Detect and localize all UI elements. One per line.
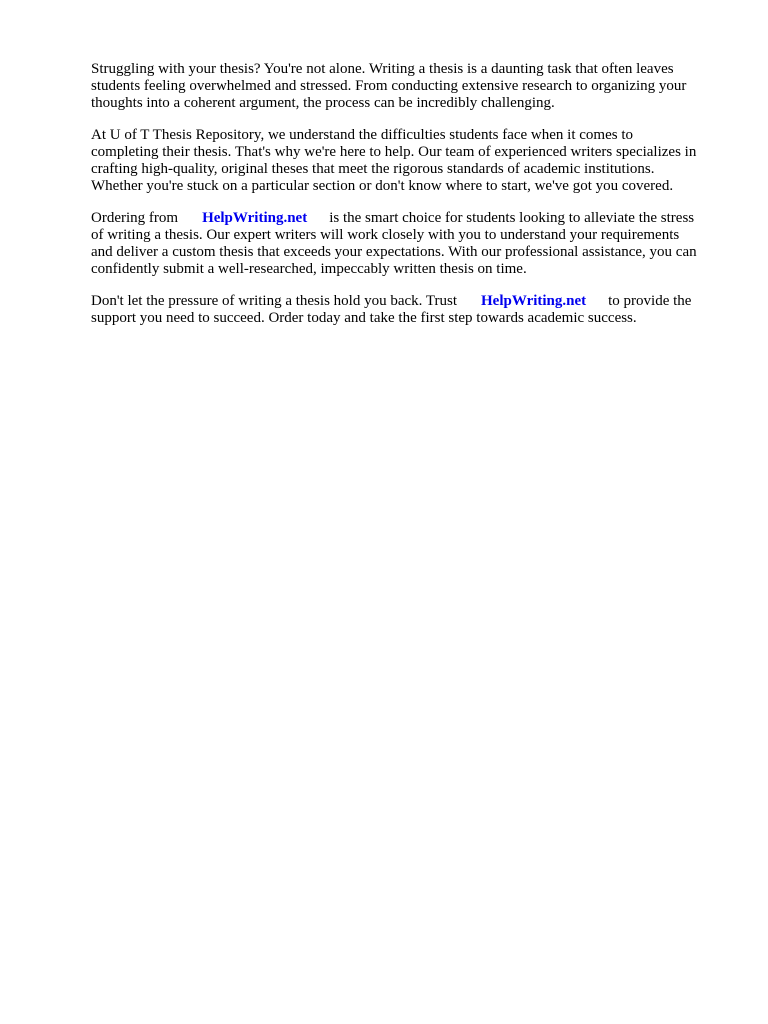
helpwriting-link[interactable]: HelpWriting.net [202, 210, 308, 226]
closing-paragraph [91, 293, 731, 327]
paragraph-line: thoughts into a coherent argument, the process can be incredibly challenging. [91, 95, 555, 111]
paragraph-line: of writing a thesis. Our expert writers will work closely with you to understand your requirements [91, 227, 680, 243]
ordering-paragraph [91, 210, 731, 278]
paragraph-line: confidently submit a well-researched, impeccably written thesis on time. [91, 261, 527, 277]
intro-paragraph [91, 61, 731, 112]
paragraph-line: support you need to succeed. Order today and take the first step towards academic success. [91, 310, 637, 326]
paragraph-line [91, 210, 731, 227]
helpwriting-link[interactable]: HelpWriting.net [481, 293, 587, 309]
paragraph-line [91, 293, 731, 310]
paragraph-line: completing their thesis. That's why we're here to help. Our team of experienced writers specializes in [91, 144, 697, 160]
closing-text-before: Don't let the pressure of writing a thesis hold you back. Trust [91, 293, 457, 309]
paragraph-line: crafting high-quality, original theses that meet the rigorous standards of academic institutions. [91, 161, 655, 177]
repository-paragraph [91, 127, 731, 195]
paragraph-line: Struggling with your thesis? You're not alone. Writing a thesis is a daunting task that often leaves [91, 61, 674, 77]
paragraph-line: Whether you're stuck on a particular section or don't know where to start, we've got you covered. [91, 178, 674, 194]
ordering-text-before: Ordering from [91, 210, 179, 226]
ordering-text-after: is the smart choice for students looking to alleviate the stress [329, 210, 695, 226]
paragraph-line: and deliver a custom thesis that exceeds your expectations. With our professional assistance, you can [91, 244, 697, 260]
closing-text-after: to provide the [608, 293, 692, 309]
document-page [91, 61, 731, 342]
paragraph-line: students feeling overwhelmed and stressed. From conducting extensive research to organizing your [91, 78, 687, 94]
paragraph-line: At U of T Thesis Repository, we understand the difficulties students face when it comes to [91, 127, 633, 143]
